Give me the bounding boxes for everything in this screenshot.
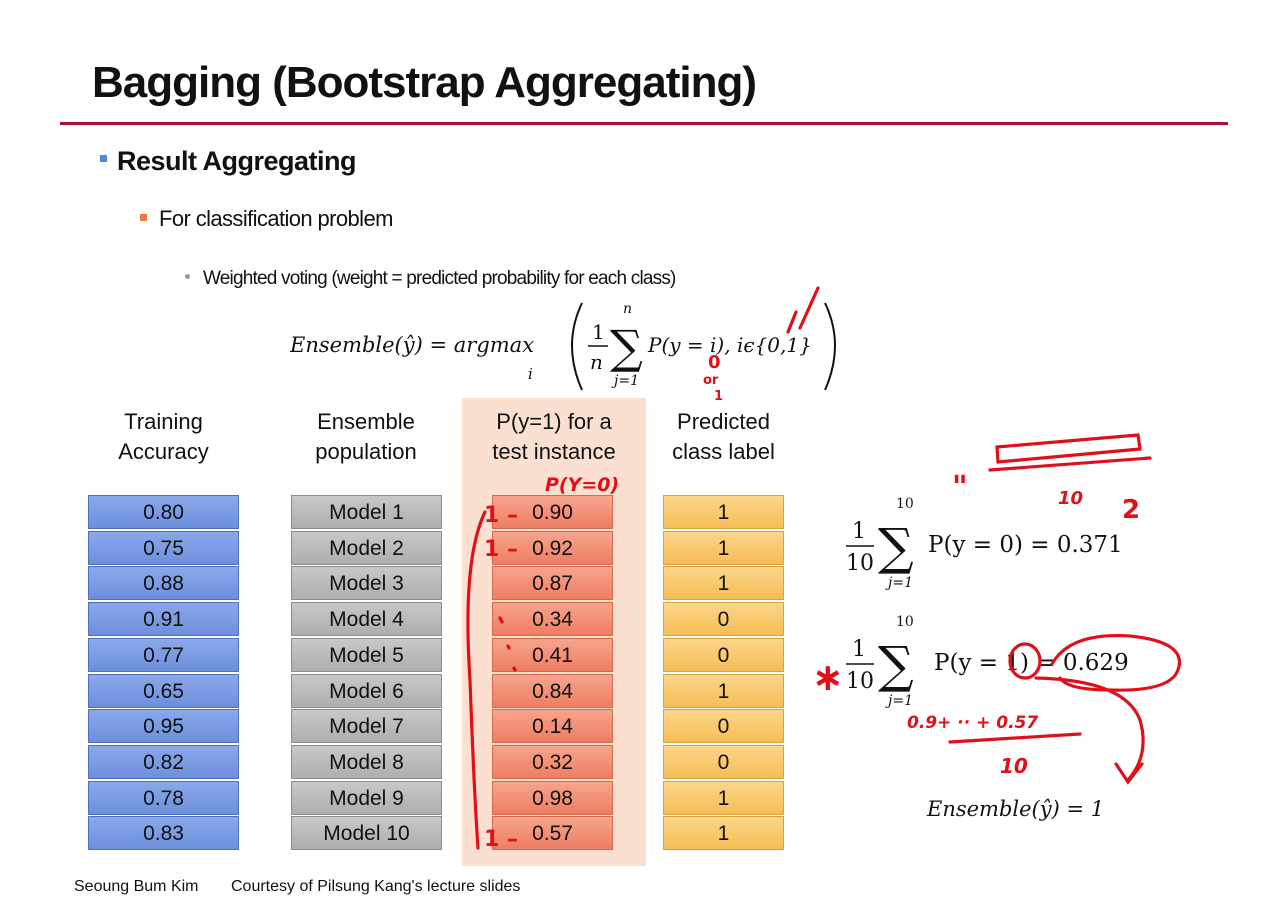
- eq1-sum-bottom: j=1: [888, 575, 913, 590]
- header-line: test instance: [492, 439, 616, 464]
- square-bullet-icon: [140, 214, 147, 221]
- accuracy-cell: 0.83: [88, 816, 239, 850]
- header-probability: [462, 407, 646, 467]
- formula-body: P(y = i), iϵ{0,1}: [648, 333, 812, 357]
- formula-argmax-sub: i: [528, 365, 533, 383]
- accuracy-cell: 0.88: [88, 566, 239, 600]
- result-text: Ensemble(ŷ) = 1: [927, 797, 1105, 821]
- bullet1-text: Result Aggregating: [117, 146, 357, 176]
- annot-one-minus: 1 –: [484, 827, 518, 852]
- eq2-frac-num: 1: [852, 637, 866, 662]
- model-cell: Model 2: [291, 531, 442, 565]
- label-cell: 1: [663, 816, 784, 850]
- ensemble-result: [925, 788, 1175, 828]
- model-cell: Model 6: [291, 674, 442, 708]
- model-cell: Model 9: [291, 781, 442, 815]
- probability-cell: 0.98: [492, 781, 613, 815]
- probability-cell: 0.34: [492, 602, 613, 636]
- accuracy-cell: 0.91: [88, 602, 239, 636]
- bullet-classification: [140, 206, 393, 232]
- probability-cell: 0.14: [492, 709, 613, 743]
- label-cell: 1: [663, 781, 784, 815]
- annot-ten-bottom: 10: [1000, 754, 1028, 778]
- eq2-sum-top: 10: [896, 614, 914, 630]
- accuracy-cell: 0.75: [88, 531, 239, 565]
- label-cell: 0: [663, 638, 784, 672]
- model-cell: Model 10: [291, 816, 442, 850]
- header-line: class label: [672, 439, 775, 464]
- eq1-sum-top: 10: [896, 496, 914, 512]
- accuracy-cell: 0.82: [88, 745, 239, 779]
- slide-title: Bagging (Bootstrap Aggregating): [92, 58, 756, 107]
- dot-bullet-icon: [185, 274, 190, 279]
- eq2-body-c: ) =: [1019, 650, 1063, 676]
- annot-one-minus: 1 –: [484, 503, 518, 528]
- eq1-frac-den: 10: [846, 551, 874, 576]
- eq2-body-a: P(y =: [934, 650, 1006, 676]
- eq1-body: P(y = 0) = 0.371: [928, 532, 1123, 558]
- label-cell: 1: [663, 566, 784, 600]
- formula-frac-den: n: [590, 350, 603, 374]
- model-cell: Model 3: [291, 566, 442, 600]
- header-line: Ensemble: [317, 409, 415, 434]
- annot-py0: P(Y=0): [545, 474, 620, 496]
- header-ensemble-population: [280, 407, 452, 467]
- eq2-sum-bottom: j=1: [888, 693, 913, 708]
- annot-zero: 0: [708, 352, 721, 373]
- header-line: population: [315, 439, 417, 464]
- footer-author: Seoung Bum Kim: [74, 878, 199, 895]
- accuracy-cell: 0.77: [88, 638, 239, 672]
- ensemble-formula: [290, 295, 850, 395]
- header-line: Accuracy: [118, 439, 209, 464]
- square-bullet-icon: [100, 155, 107, 162]
- accuracy-cell: 0.65: [88, 674, 239, 708]
- bullet3-text: Weighted voting (weight = predicted probability for each class): [203, 268, 676, 289]
- label-cell: 1: [663, 495, 784, 529]
- accuracy-cell: 0.78: [88, 781, 239, 815]
- model-cell: Model 7: [291, 709, 442, 743]
- bullet-result-aggregating: [100, 146, 356, 177]
- probability-cell: 0.41: [492, 638, 613, 672]
- header-training-accuracy: [88, 407, 239, 467]
- annot-numerator: 0.9+ ·· + 0.57: [907, 713, 1039, 733]
- sigma-icon: ∑: [878, 518, 914, 576]
- bullet2-text: For classification problem: [159, 206, 393, 231]
- annot-ten-top: 10: [1058, 488, 1084, 509]
- annot-two: 2: [1122, 495, 1141, 525]
- probability-cell: 0.84: [492, 674, 613, 708]
- model-cell: Model 5: [291, 638, 442, 672]
- eq1-frac-num: 1: [852, 519, 866, 544]
- svg-text:P(y = 1) = 0.629: [934, 650, 1129, 676]
- label-cell: 0: [663, 745, 784, 779]
- sigma-icon: ∑: [610, 320, 643, 374]
- label-cell: 1: [663, 531, 784, 565]
- formula-frac-num: 1: [592, 320, 605, 344]
- accuracy-cell: 0.80: [88, 495, 239, 529]
- eq2-body-b: 1: [1005, 650, 1020, 676]
- equation-p-y1: [838, 608, 1168, 708]
- label-cell: 0: [663, 709, 784, 743]
- annot-one-minus: 1 –: [484, 537, 518, 562]
- label-cell: 1: [663, 674, 784, 708]
- accuracy-cell: 0.95: [88, 709, 239, 743]
- annot-or: or: [703, 373, 719, 388]
- label-cell: 0: [663, 602, 784, 636]
- bullet-weighted-voting: [185, 268, 676, 290]
- annot-star: ∗: [812, 655, 844, 699]
- header-line: Predicted: [677, 409, 770, 434]
- probability-cell: 0.90: [492, 495, 613, 529]
- model-cell: Model 8: [291, 745, 442, 779]
- probability-cell: 0.57: [492, 816, 613, 850]
- footer-courtesy: Courtesy of Pilsung Kang's lecture slides: [231, 878, 521, 895]
- title-divider: [60, 122, 1228, 125]
- header-line: Training: [124, 409, 203, 434]
- right-paren-icon: [825, 303, 835, 390]
- header-predicted-label: [650, 407, 797, 467]
- probability-cell: 0.87: [492, 566, 613, 600]
- annot-ditto: ": [952, 470, 968, 505]
- left-paren-icon: [572, 303, 582, 390]
- probability-cell: 0.92: [492, 531, 613, 565]
- eq2-body-d: 0.629: [1062, 650, 1129, 676]
- formula-sum-top: n: [623, 301, 633, 317]
- model-cell: Model 1: [291, 495, 442, 529]
- eq2-frac-den: 10: [846, 669, 874, 694]
- header-line: P(y=1) for a: [496, 409, 612, 434]
- formula-lhs: Ensemble(ŷ) = argmax: [290, 333, 535, 357]
- sigma-icon: ∑: [878, 636, 914, 694]
- probability-cell: 0.32: [492, 745, 613, 779]
- model-cell: Model 4: [291, 602, 442, 636]
- equation-p-y0: [838, 490, 1168, 590]
- annot-one: 1: [714, 389, 724, 404]
- formula-sum-bottom: j=1: [614, 373, 639, 389]
